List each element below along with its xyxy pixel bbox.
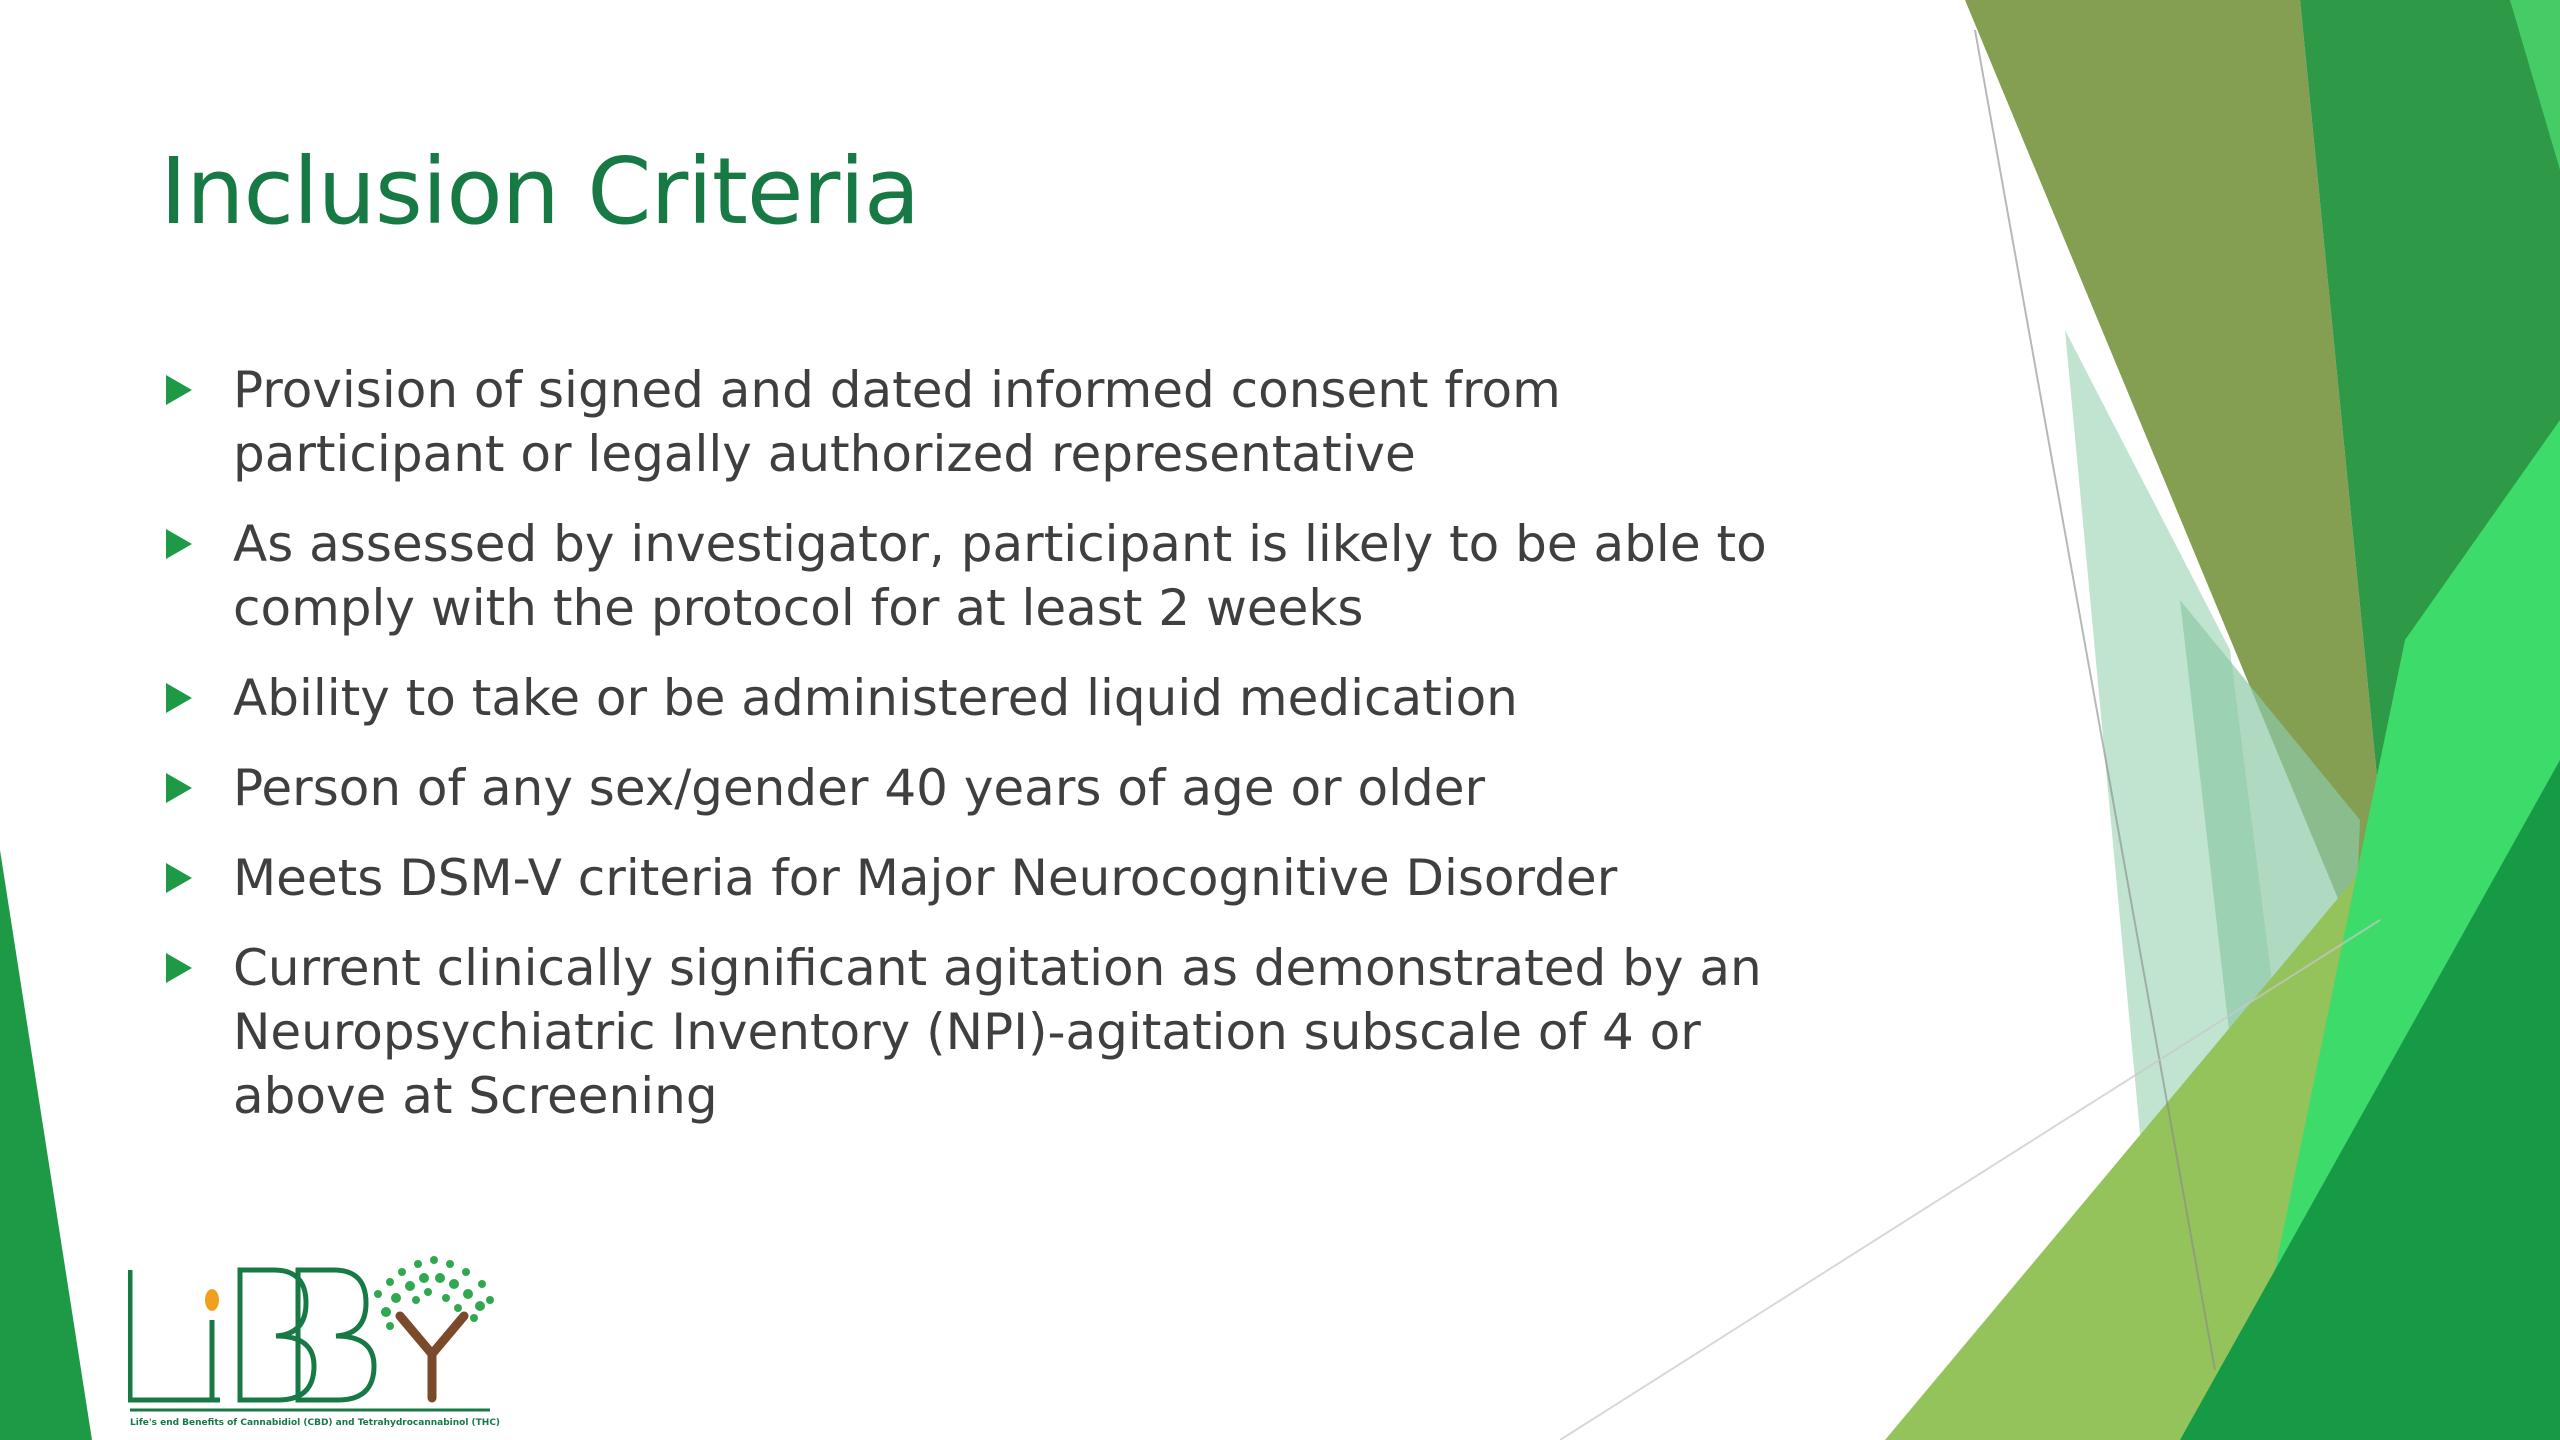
triangle-bullet-icon xyxy=(166,773,192,803)
criteria-list xyxy=(160,358,1820,1154)
criteria-item-agitation xyxy=(160,936,1820,1128)
logo-tree-trunk xyxy=(400,1316,464,1398)
triangle-bullet-icon xyxy=(166,375,192,405)
criteria-text: As assessed by investigator, participant is likely to be able to comply with the protocol for at least 2 weeks xyxy=(233,515,1767,637)
criteria-item-liquid-medication xyxy=(160,666,1820,730)
criteria-text: Provision of signed and dated informed consent from participant or legally authorized representative xyxy=(233,361,1561,483)
logo-letter-b1 xyxy=(240,1270,314,1400)
left-green-wedge xyxy=(0,850,92,1440)
logo-flame-dot xyxy=(205,1289,219,1311)
criteria-item-compliance xyxy=(160,512,1820,640)
criteria-text: Meets DSM-V criteria for Major Neurocognitive Disorder xyxy=(233,849,1618,907)
triangle-bullet-icon xyxy=(166,529,192,559)
logo-tree-leaves xyxy=(374,1256,494,1330)
criteria-item-consent xyxy=(160,358,1820,486)
slide-title: Inclusion Criteria xyxy=(160,138,920,245)
logo-tagline: Life's end Benefits of Cannabidiol (CBD) and Tetrahydrocannabinol (THC) xyxy=(130,1418,501,1428)
triangle-bullet-icon xyxy=(166,953,192,983)
libby-logo xyxy=(128,1248,501,1440)
criteria-item-dsm xyxy=(160,846,1820,910)
triangle-bullet-icon xyxy=(166,683,192,713)
triangle-bullet-icon xyxy=(166,863,192,893)
logo-letter-l xyxy=(130,1270,220,1400)
criteria-text: Person of any sex/gender 40 years of age or older xyxy=(233,759,1486,817)
criteria-text: Ability to take or be administered liquid medication xyxy=(233,669,1518,727)
criteria-item-age xyxy=(160,756,1820,820)
criteria-text: Current clinically significant agitation as demonstrated by an Neuropsychiatric Inventory (NPI)-agitation subscale of 4 or above at Screening xyxy=(233,939,1762,1125)
